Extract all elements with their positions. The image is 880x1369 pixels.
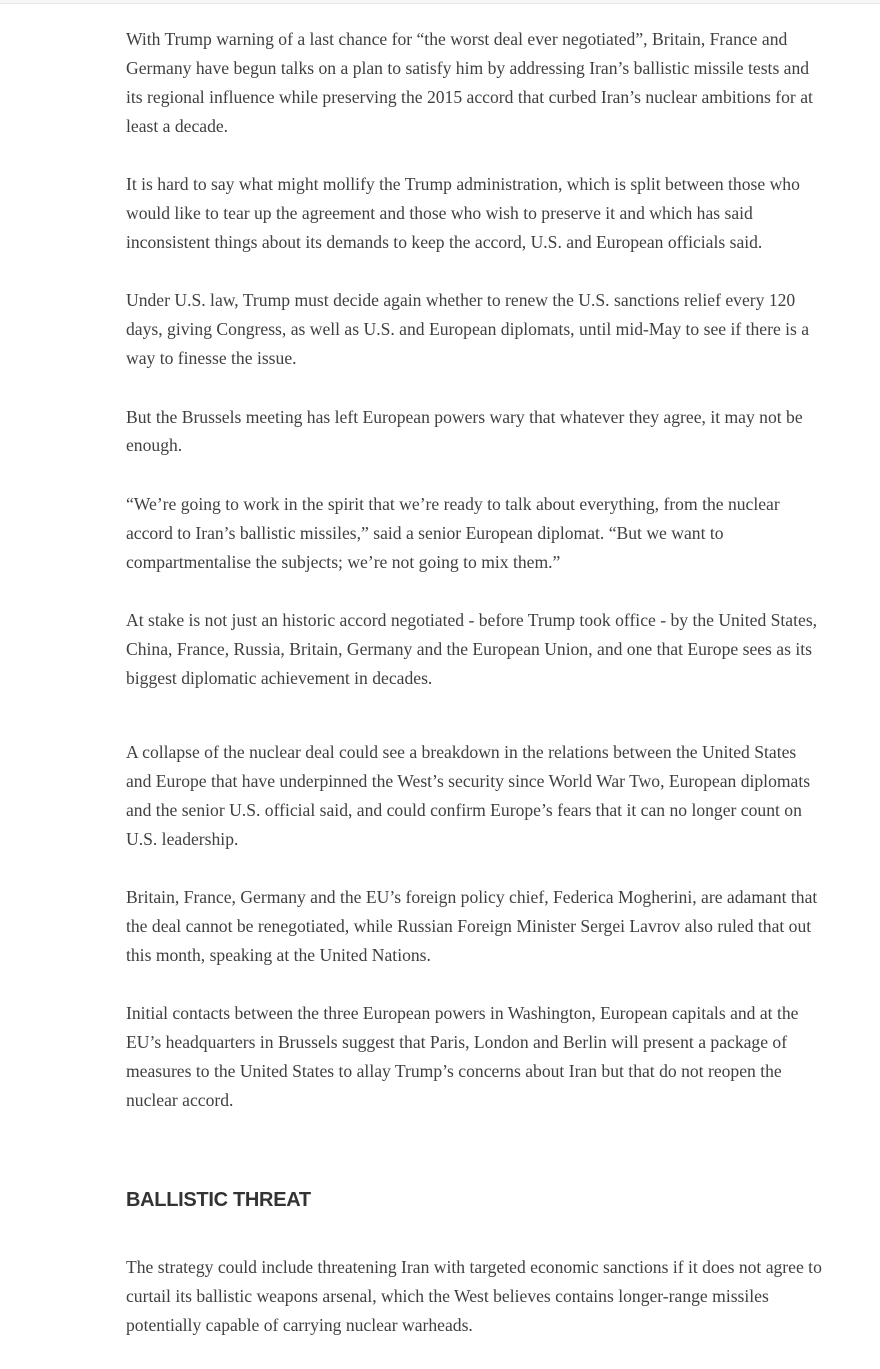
article-body <box>126 25 822 1369</box>
article-paragraph: Initial contacts between the three European powers in Washington, European capitals and at the EU’s headquarters in Brussels suggest that Paris, London and Berlin will present a package of measures to the United States to allay Trump’s concerns about Iran but that do not reopen the nuclear accord. <box>126 1003 799 1110</box>
article-paragraph: With Trump warning of a last chance for “the worst deal ever negotiated”, Britain, France and Germany have begun talks on a plan to satisfy him by addressing Iran’s ballistic missile tests and its regional influence while preserving the 2015 accord that curbed Iran’s nuclear ambitions for at least a decade. <box>126 29 813 136</box>
article-paragraph: The strategy could include threatening Iran with targeted economic sanctions if it does not agree to curtail its ballistic weapons arsenal, which the West believes contains longer-range missiles potentially capable of carrying nuclear warheads. <box>126 1256 822 1335</box>
article-paragraph: Under U.S. law, Trump must decide again whether to renew the U.S. sanctions relief every 120 days, giving Congress, as well as U.S. and European diplomats, until mid-May to see if there is a way to finesse the issue. <box>126 290 810 369</box>
article-paragraph: A collapse of the nuclear deal could see a breakdown in the relations between the United States and Europe that have underpinned the West’s security since World War Two, European diplomats and the senior U.S. official said, and could confirm Europe’s fears that it can no longer count on U.S. leadership. <box>126 741 811 849</box>
article-paragraph: Britain, France, Germany and the EU’s foreign policy chief, Federica Mogherini, are adamant that the deal cannot be renegotiated, while Russian Foreign Minister Sergei Lavrov also ruled that out this month, speaking at the United Nations. <box>126 886 818 965</box>
header-divider <box>0 0 880 4</box>
article-paragraph: But the Brussels meeting has left European powers wary that whatever they agree, it may not be enough. <box>126 406 803 456</box>
article-paragraph: “We’re going to work in the spirit that we’re ready to talk about everything, from the nuclear accord to Iran’s ballistic missiles,” said a senior European diplomat. “But we want to compartmentalise the subjects; we’re not going to mix them.” <box>126 493 780 572</box>
section-subheading: BALLISTIC THREAT <box>126 1188 311 1211</box>
article-paragraph: It is hard to say what might mollify the Trump administration, which is split between those who would like to tear up the agreement and those who wish to preserve it and which has said inconsistent things about its demands to keep the accord, U.S. and European officials said. <box>126 174 800 252</box>
article-paragraph: At stake is not just an historic accord negotiated - before Trump took office - by the United States, China, France, Russia, Britain, Germany and the European Union, and one that Europe sees as its biggest diplomatic achievement in decades. <box>126 610 818 688</box>
